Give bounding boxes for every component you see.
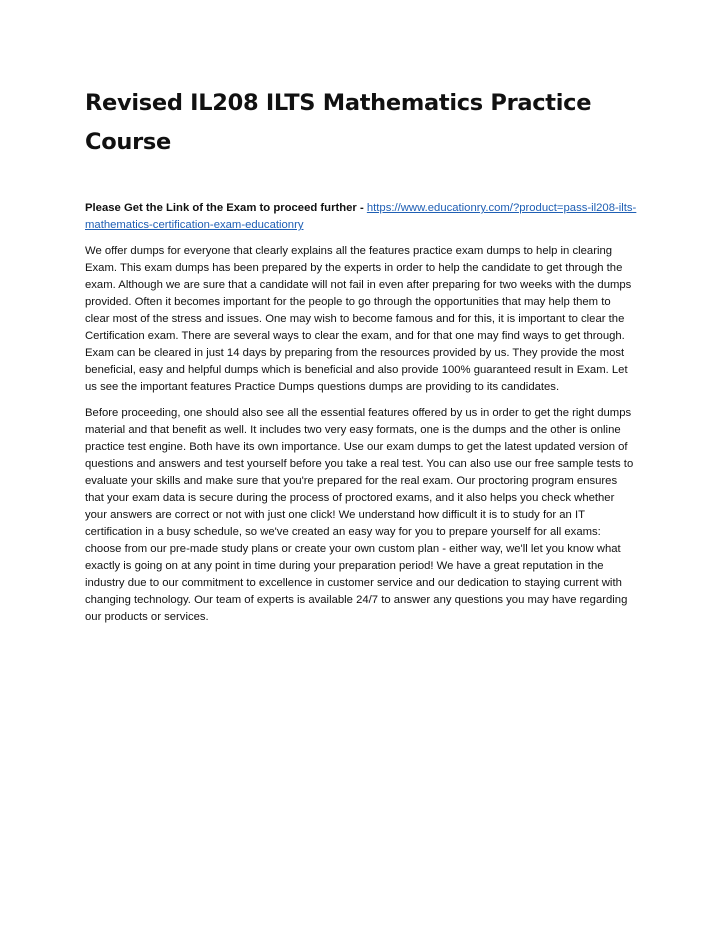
document-page: [85, 84, 637, 626]
exam-link-paragraph: [85, 200, 637, 234]
body-paragraph-1: We offer dumps for everyone that clearly explains all the features practice exam dumps to help in clearing Exam. This exam dumps has been prepared by the experts in order to help the candidate to get through the exam. Although we are sure that a candidate will not fail in even after preparing for two weeks with the dumps provided. Often it becomes important for the people to go through the opportunities that may help them to clear most of the stress and issues. One may wish to become famous and for this, it is important to clear the Certification exam. There are several ways to clear the exam, and for that one may find ways to get through. Exam can be cleared in just 14 days by preparing from the resources provided by us. They provide the most beneficial, easy and helpful dumps which is beneficial and also provide 100% guaranteed result in Exam. Let us see the important features Practice Dumps questions dumps are providing to its candidates.: [85, 245, 632, 393]
exam-link-label: Please Get the Link of the Exam to proceed further -: [85, 202, 367, 214]
document-title: Revised IL208 ILTS Mathematics Practice Course: [85, 90, 592, 155]
body-paragraph-2: Before proceeding, one should also see all the essential features offered by us in order to get the right dumps material and that benefit as well. It includes two very easy formats, one is the dumps and the other is online practice test engine. Both have its own importance. Use our exam dumps to get the latest updated version of questions and answers and test yourself before you take a real test. You can also use our free sample tests to evaluate your skills and make sure that you're prepared for the real exam. Our proctoring program ensures that your exam data is secure during the process of proctored exams, and it also helps you check whether your answers are correct or not with just one click! We understand how difficult it is to study for an IT certification in a busy schedule, so we've created an easy way for you to prepare yourself for all exams: choose from our pre-made study plans or create your own custom plan - either way, we'll let you know what exactly is going on at any point in time during your preparation period! We have a great reputation in the industry due to our commitment to excellence in customer service and our dedication to staying current with changing technology. Our team of experts is available 24/7 to answer any questions you may have regarding our products or services.: [85, 407, 634, 623]
exam-link[interactable]: https://www.educationry.com/?product=pass-il208-ilts-mathematics-certification-exam-educationry: [85, 202, 637, 231]
